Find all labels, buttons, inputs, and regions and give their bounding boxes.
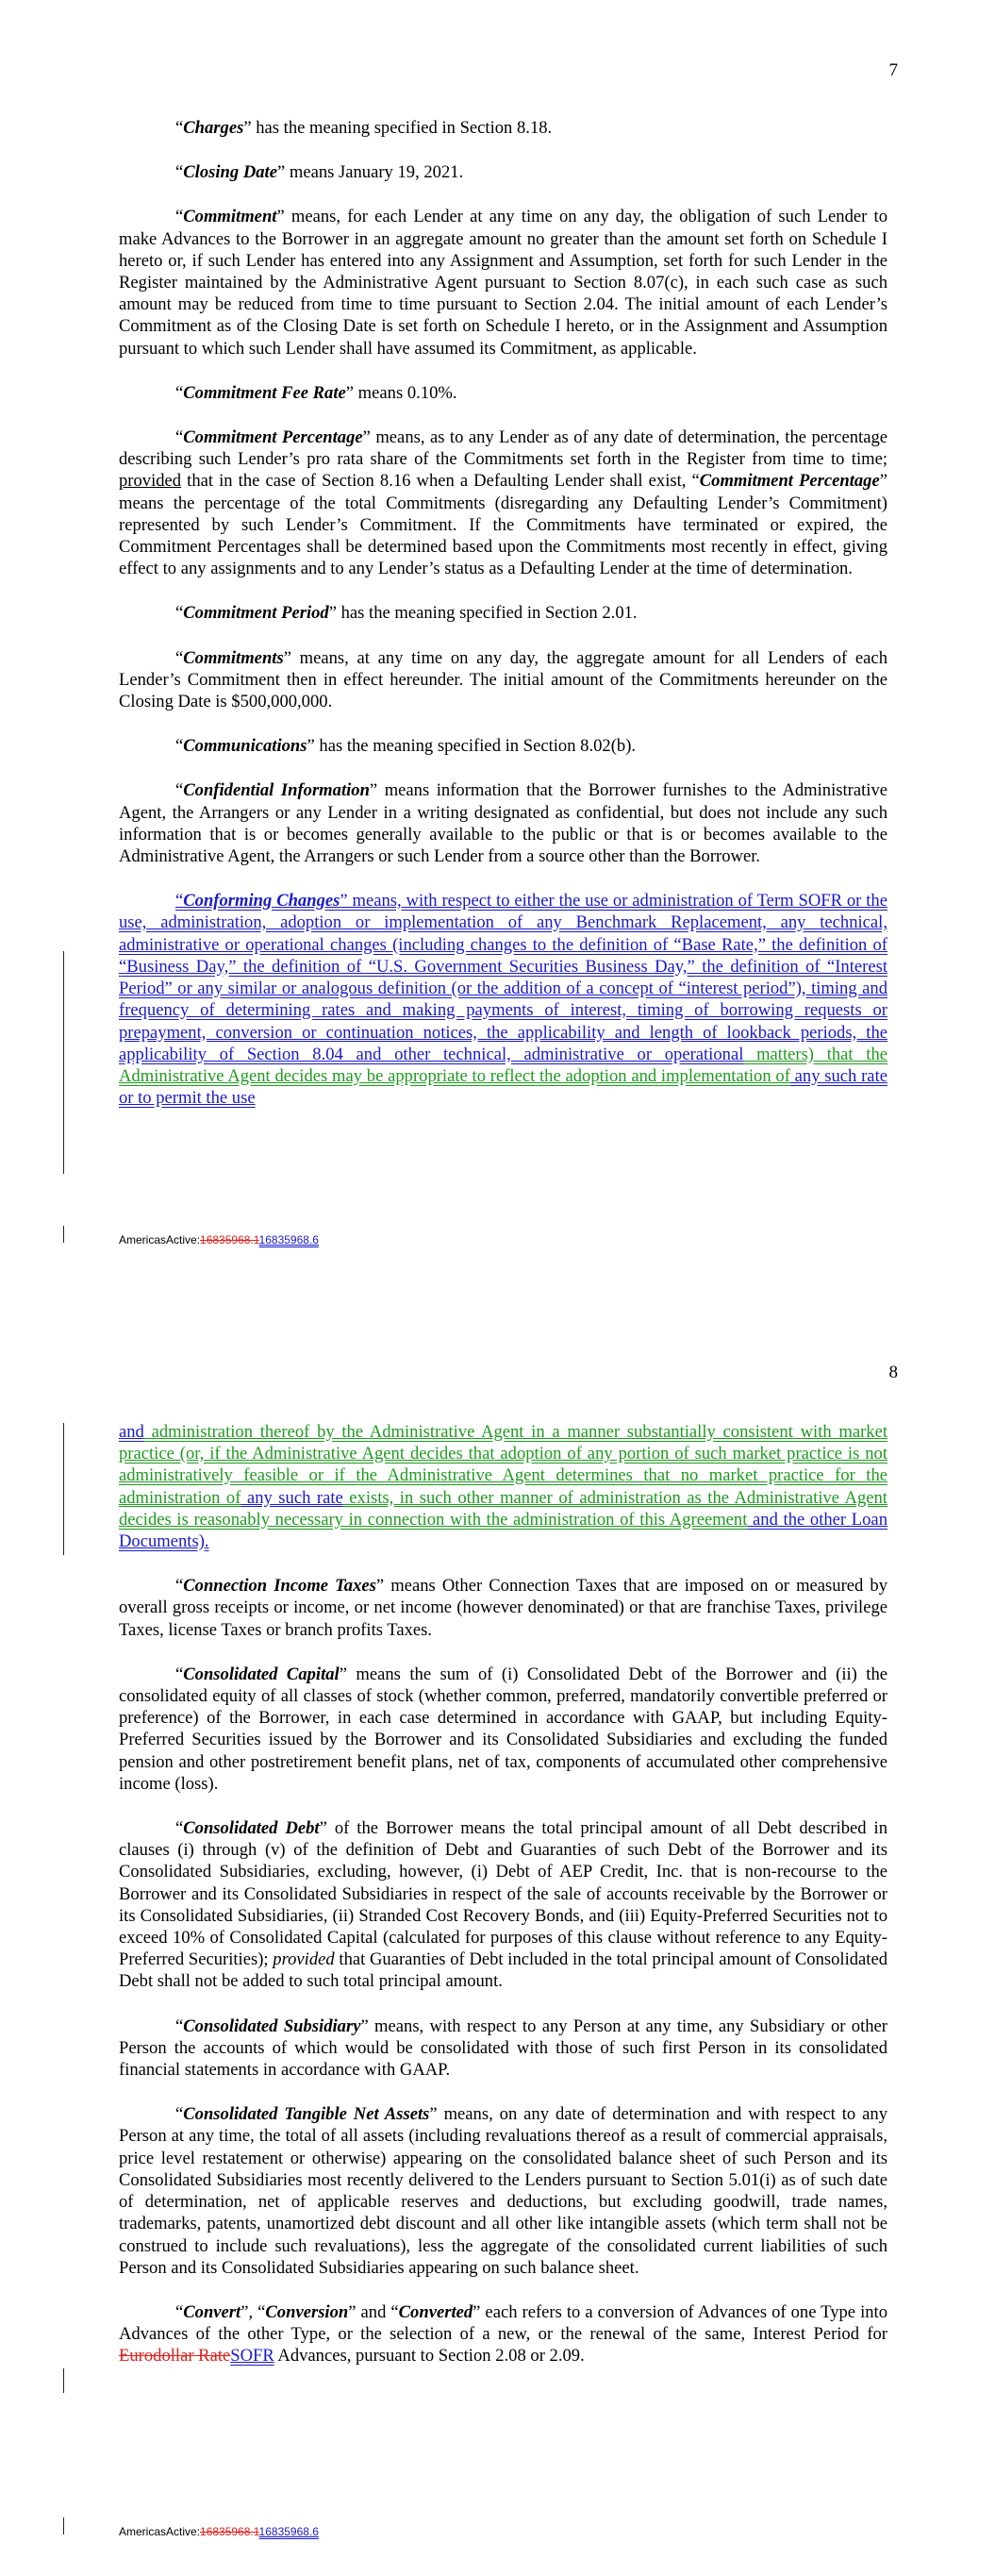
defined-term: Commitment Percentage [699,471,880,492]
defined-term: Consolidated Subsidiary [183,2016,361,2036]
definition-communications: “Communications” has the meaning specified in Section 8.02(b). [175,736,637,757]
deleted-text: Eurodollar Rate [119,2346,231,2367]
definition-consolidated-subsidiary: “Consolidated Subsidiary” means, with respect to any Person at any time, any Subsidiary or other Person the accounts of which would be consolidated with those of such first Person in its consolidated financial statements in accordance with GAAP. [119,2016,887,2081]
moved-text: matters) that the Administrative Agent decides may be appropriate to reflect the adoption and implementation of [119,1044,888,1086]
defined-term: Confidential Information [183,780,370,801]
inserted-text: any such rate [240,1487,343,1508]
defined-term: Convert [183,2301,241,2322]
change-bar [63,951,64,1174]
definition-consolidated-capital: “Consolidated Capital” means the sum of (i) Consolidated Debt of the Borrower and (ii) the consolidated equity of all classes of stock (whether common, preferred, mandatorily convertible preferred or preference) of the Borrower, in each case determined in accordance with GAAP, but including Equity-Preferred Securities issued by the Borrower and its Consolidated Subsidiaries and excluding the funded pension and other postretirement benefit plans, net of tax, components of accumulated other comprehensive income (loss). [119,1664,887,1794]
definition-commitments: “Commitments” means, at any time on any day, the aggregate amount for all Lenders of each Lender’s Commitment then in effect hereunder. The initial amount of the Commitments hereunder on the Closing Date is $500,000,000. [119,647,887,712]
definition-confidential-information: “Confidential Information” means information that the Borrower furnishes to the Administrative Agent, the Arrangers or any Lender in a writing designated as confidential, but does not include any such information that is or becomes generally available to the public or that is or becomes available to the Administrative Agent, the Arrangers or such Lender from a source other than the Borrower. [119,780,887,867]
change-bar [63,2517,64,2534]
change-bar [63,2368,64,2393]
inserted-doc-id: 16835968.6 [258,1233,319,1246]
provided-italic: provided [273,1949,335,1970]
inserted-text: and [119,1422,144,1442]
page-number: 8 [888,1363,898,1382]
deleted-doc-id: 16835968.1 [200,1233,259,1246]
defined-term: Consolidated Debt [183,1818,320,1839]
inserted-text: SOFR [230,2346,274,2367]
definition-charges: “Charges” has the meaning specified in Section 8.18. [175,118,553,138]
defined-term: Conversion [265,2301,349,2322]
inserted-doc-id: 16835968.6 [258,2525,319,2538]
defined-term: Commitment Percentage [183,427,363,448]
change-bar [63,1423,64,1555]
inserted-text: and the other Loan Documents). [119,1509,887,1552]
defined-term: Communications [183,736,307,757]
document-footer: AmericasActive:16835968.116835968.6 [119,1233,319,1246]
definition-consolidated-debt: “Consolidated Debt” of the Borrower means the total principal amount of all Debt described in clauses (i) through (v) of the definition of Debt and Guaranties of such Debt of the Borrower and its Consolidated Subsidiaries, excluding, however, (i) Debt of AEP Credit, Inc. that is non-recourse to the Borrower and its Consolidated Subsidiaries in respect of the sale of accounts receivable by the Borrower or its Consolidated Subsidiaries, (ii) Stranded Cost Recovery Bonds, and (iii) Equity-Preferred Securities not to exceed 10% of Consolidated Capital (calculated for purposes of this clause without reference to any Equity-Preferred Securities); provided that Guaranties of Debt included in the total principal amount of Consolidated Debt shall not be added to such total principal amount. [119,1818,888,1992]
page-body [119,117,887,1131]
moved-text: administration thereof by the Administrative Agent in a manner substantially consistent with market practice (or, if the Administrative Agent decides that adoption of any portion of such market practice is not administratively feasible or if the Administrative Agent determines that no market practice for the administration of [119,1422,887,1508]
defined-term: Commitment Period [183,603,329,624]
provided-underlined: provided [119,471,182,492]
defined-term: Charges [183,118,244,138]
defined-term: Conforming Changes [183,891,340,912]
page-body [119,1421,887,2390]
definition-commitment: “Commitment” means, for each Lender at any time on any day, the obligation of such Lender to make Advances to the Borrower in an aggregate amount no greater than the amount set forth on Schedule I hereto or, if such Lender has entered into any Assignment and Assumption, set forth for such Lender in the Register maintained by the Administrative Agent pursuant to Section 8.07(c), in each such case as such amount may be reduced from time to time pursuant to Section 2.04. The initial amount of each Lender’s Commitment as of the Closing Date is set forth on Schedule I hereto, or in the Assignment and Assumption pursuant to which such Lender shall have assumed its Commitment, as applicable. [119,207,887,359]
definition-closing-date: “Closing Date” means January 19, 2021. [175,162,464,183]
deleted-doc-id: 16835968.1 [200,2525,259,2538]
definition-consolidated-tangible-net-assets: “Consolidated Tangible Net Assets” means, on any date of determination and with respect to any Person at any time, the total of all assets (including revaluations thereof as a result of commercial appraisals, price level restatement or otherwise) appearing on the consolidated balance sheet of such Person and its Consolidated Subsidiaries most recently delivered to the Lenders pursuant to Section 5.01(i) as of such date of determination, net of applicable reserves and deductions, but excluding goodwill, trade names, trademarks, patents, unamortized debt discount and all other like intangible assets (which term shall not be construed to include such revaluations), less the aggregate of the consolidated current liabilities of such Person and its Consolidated Subsidiaries appearing on such balance sheet. [119,2104,887,2278]
defined-term: Commitment Fee Rate [183,382,346,403]
definition-connection-income-taxes: “Connection Income Taxes” means Other Connection Taxes that are imposed on or measured by overall gross receipts or income, or net income (however denominated) or that are franchise Taxes, privilege Taxes, license Taxes or branch profits Taxes. [119,1576,887,1640]
defined-term: Commitments [183,647,284,668]
defined-term: Closing Date [183,162,277,183]
change-bar [63,1226,64,1243]
definition-conforming-changes-continued [119,1421,887,1552]
definition-commitment-percentage: “Commitment Percentage” means, as to any Lender as of any date of determination, the percentage describing such Lender’s pro rata share of the Commitments set forth in the Register from time to time; provided that in the case of Section 8.16 when a Defaulting Lender shall exist, “Commitment Percentage” means the percentage of the total Commitments (disregarding any Defaulting Lender’s Commitment) represented by such Lender’s Commitment. If the Commitments have terminated or expired, the Commitment Percentages shall be determined based upon the Commitments most recently in effect, giving effect to any assignments and to any Lender’s status as a Defaulting Lender at the time of determination. [119,427,887,579]
defined-term: Consolidated Tangible Net Assets [183,2104,430,2125]
definition-convert: “Convert”, “Conversion” and “Converted” each refers to a conversion of Advances of one Type into Advances of the other Type, or the selection of a new, or the renewal of the same, Interest Period for Eurodollar RateSOFR Advances, pursuant to Section 2.08 or 2.09. [119,2301,887,2367]
defined-term: Converted [398,2301,473,2322]
defined-term: Commitment [183,207,277,227]
inserted-text: “Conforming Changes” means, with respect to either the use or administration of Term SOFR or the use, administration, adoption or implementation of any Benchmark Replacement, any technical, administrative or operational changes (including changes to the definition of “Base Rate,” the definition of “Business Day,” the definition of “U.S. Government Securities Business Day,” the definition of “Interest Period” or any similar or analogous definition (or the addition of a concept of “interest period”), timing and frequency of determining rates and making payments of interest, timing of borrowing requests or prepayment, conversion or continuation notices, the applicability and length of lookback periods, the applicability of Section 8.04 and other technical, administrative or operational [119,891,887,1064]
inserted-text: any such rate or to permit the use [119,1065,887,1109]
definition-commitment-period: “Commitment Period” has the meaning specified in Section 2.01. [175,603,638,624]
page-8 [0,1321,995,2576]
definition-conforming-changes [119,890,887,1109]
moved-text: exists, in such other manner of administration as the Administrative Agent decides is reasonably necessary in connection with the administration of this Agreement [119,1487,887,1530]
page-number: 7 [888,60,898,80]
defined-term: Connection Income Taxes [183,1576,376,1597]
document-footer: AmericasActive:16835968.116835968.6 [119,2525,319,2538]
definition-commitment-fee-rate: “Commitment Fee Rate” means 0.10%. [175,382,457,403]
defined-term: Consolidated Capital [183,1664,340,1684]
